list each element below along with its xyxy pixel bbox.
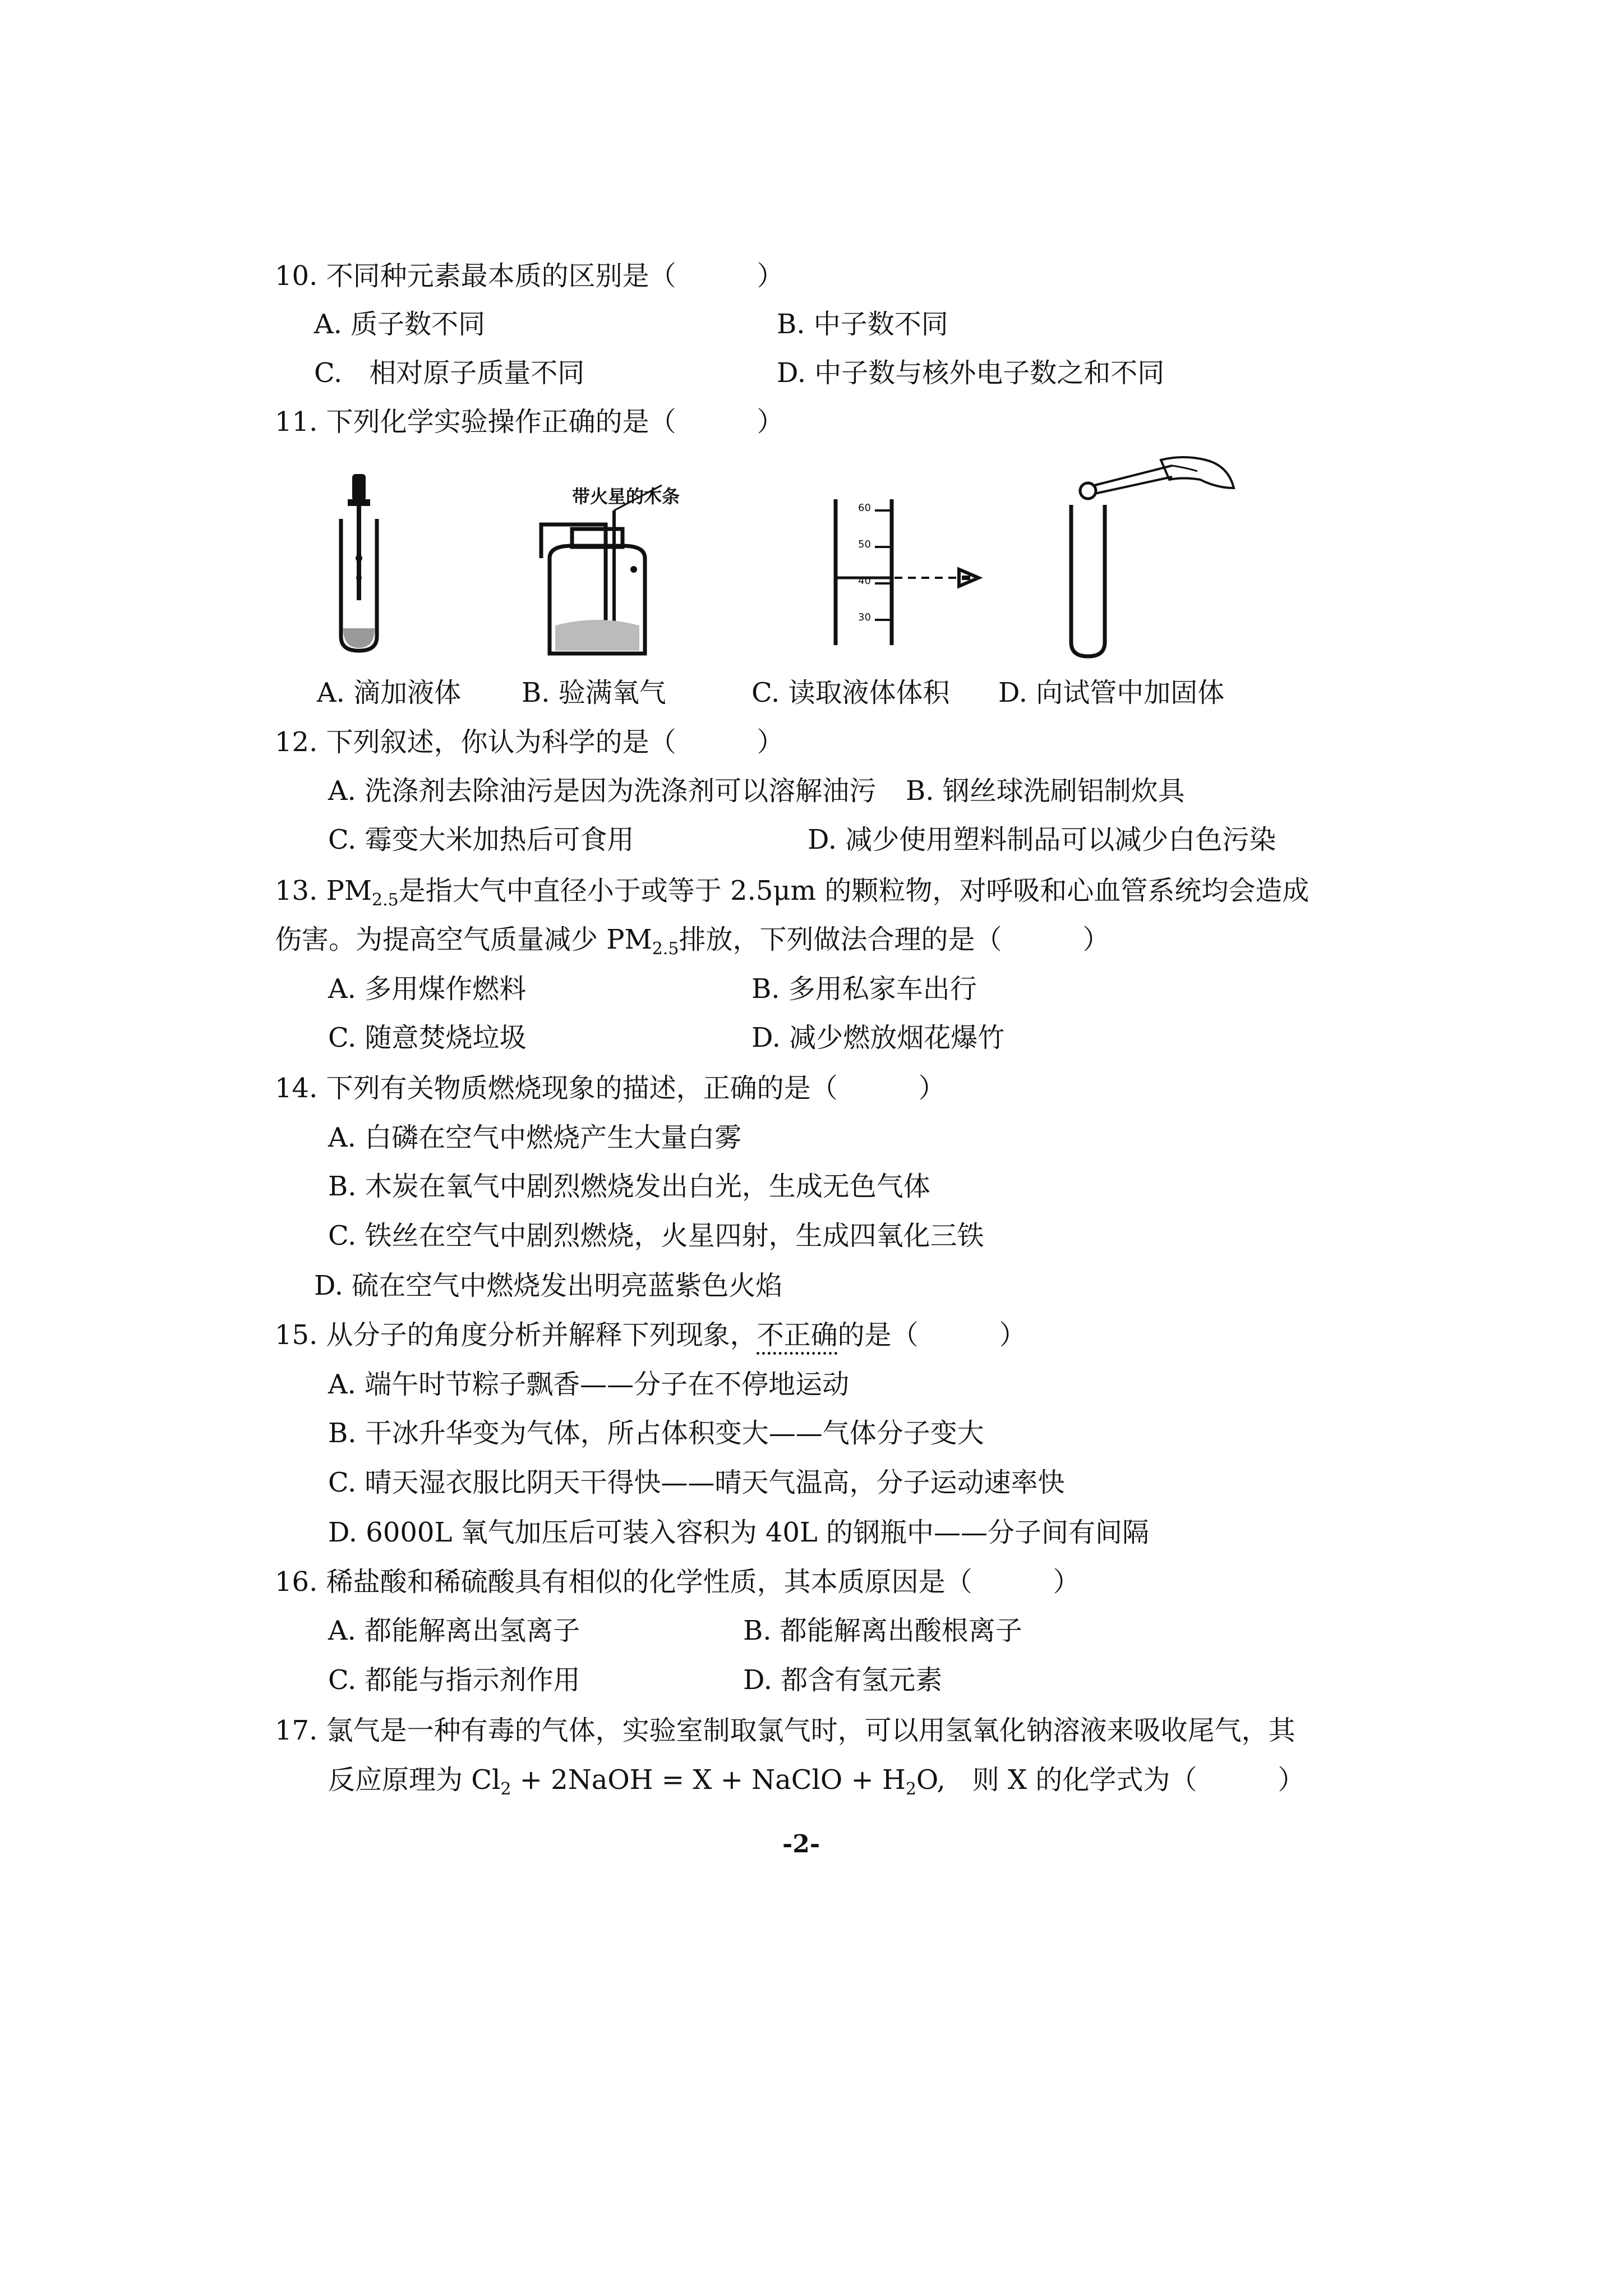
question-10-option-b: B. 中子数不同 [777, 309, 948, 340]
q17-line2-part1: 反应原理为 Cl [328, 1764, 501, 1796]
question-16-option-c: C. 都能与指示剂作用 [328, 1664, 580, 1696]
question-15-option-d: D. 6000L 氧气加压后可装入容积为 40L 的钢瓶中——分子间有间隔 [328, 1517, 1150, 1548]
figure-label-splint: 带火星的木条 [572, 486, 680, 507]
figure-dropper-in-test-tube [325, 466, 393, 659]
q13-sub1: 2.5 [372, 890, 399, 910]
question-16-stem: 16. 稀盐酸和稀硫酸具有相似的化学性质，其本质原因是（ ） [275, 1566, 1080, 1598]
question-15-stem [275, 1318, 1026, 1352]
q15-emphasis: 不正确 [757, 1319, 838, 1351]
q17-line2-part3: O, 则 X 的化学式为（ ） [916, 1764, 1305, 1796]
q15-part2: 的是（ ） [837, 1319, 1026, 1351]
question-16-option-d: D. 都含有氢元素 [743, 1664, 943, 1696]
question-12-option-b: B. 钢丝球洗刷铝制炊具 [906, 775, 1185, 807]
q13-sub2: 2.5 [652, 939, 679, 959]
question-16-option-a: A. 都能解离出氢离子 [328, 1615, 580, 1646]
question-11-option-c: C. 读取液体体积 [751, 677, 950, 708]
question-10-option-d: D. 中子数与核外电子数之和不同 [777, 357, 1165, 389]
question-12-option-a: A. 洗涤剂去除油污是因为洗涤剂可以溶解油污 [328, 775, 877, 807]
q13-part1: 13. PM [275, 875, 372, 907]
cylinder-tick-60: 60 [858, 502, 871, 514]
question-14-option-d: D. 硫在空气中燃烧发出明亮蓝紫色火焰 [314, 1270, 783, 1301]
question-11-option-d: D. 向试管中加固体 [998, 677, 1225, 708]
q17-line2-part2: + 2NaOH = X + NaClO + H [511, 1764, 906, 1796]
question-11-stem: 11. 下列化学实验操作正确的是（ ） [275, 406, 784, 438]
question-13-option-c: C. 随意焚烧垃圾 [328, 1022, 527, 1053]
question-15-option-a: A. 端午时节粽子飘香——分子在不停地运动 [328, 1369, 850, 1400]
q13-line2-part2: 排放，下列做法合理的是（ ） [679, 924, 1110, 955]
question-14-option-c: C. 铁丝在空气中剧烈燃烧，火星四射，生成四氧化三铁 [328, 1220, 984, 1251]
question-14-option-b: B. 木炭在氧气中剧烈燃烧发出白光，生成无色气体 [328, 1171, 930, 1202]
q15-part1: 15. 从分子的角度分析并解释下列现象， [275, 1319, 757, 1351]
q17-sub1: 2 [500, 1779, 511, 1799]
question-10-option-c: C. 相对原子质量不同 [314, 357, 585, 389]
question-14-stem: 14. 下列有关物质燃烧现象的描述，正确的是（ ） [275, 1073, 946, 1104]
question-16-option-b: B. 都能解离出酸根离子 [743, 1615, 1022, 1646]
question-15-option-c: C. 晴天湿衣服比阴天干得快——晴天气温高，分子运动速率快 [328, 1467, 1065, 1498]
q13-part2: 是指大气中直径小于或等于 2.5μm 的颗粒物，对呼吸和心血管系统均会造成 [398, 875, 1310, 907]
question-13-option-b: B. 多用私家车出行 [751, 973, 977, 1005]
question-17-equation-line [328, 1763, 1304, 1806]
question-14-option-a: A. 白磷在空气中燃烧产生大量白雾 [328, 1122, 742, 1153]
question-13-stem-line2 [275, 923, 1109, 966]
cylinder-tick-40: 40 [858, 575, 871, 587]
figure-add-solid-to-test-tube [1049, 454, 1239, 664]
cylinder-tick-30: 30 [858, 611, 871, 623]
figure-graduated-cylinder [830, 494, 998, 659]
question-11-option-a: A. 滴加液体 [317, 677, 462, 708]
question-15-option-b: B. 干冰升华变为气体，所占体积变大——气体分子变大 [328, 1418, 984, 1449]
question-12-option-c: C. 霉变大米加热后可食用 [328, 824, 634, 855]
question-17-stem: 17. 氯气是一种有毒的气体，实验室制取氯气时，可以用氢氧化钠溶液来吸收尾气，其 [275, 1715, 1295, 1746]
question-11-option-b: B. 验满氧气 [522, 677, 666, 708]
page-number: -2- [782, 1830, 820, 1858]
question-10-option-a: A. 质子数不同 [314, 309, 486, 340]
question-13-option-a: A. 多用煤作燃料 [328, 973, 527, 1005]
cylinder-tick-50: 50 [858, 539, 871, 550]
question-12-option-d: D. 减少使用塑料制品可以减少白色污染 [808, 824, 1276, 855]
question-13-stem-line1 [275, 874, 1309, 917]
q13-line2-part1: 伤害。为提高空气质量减少 PM [275, 924, 652, 955]
question-12-stem: 12. 下列叙述，你认为科学的是（ ） [275, 726, 784, 758]
question-10-stem: 10. 不同种元素最本质的区别是（ ） [275, 260, 784, 292]
q17-sub2: 2 [905, 1779, 916, 1799]
question-13-option-d: D. 减少燃放烟花爆竹 [751, 1022, 1005, 1053]
